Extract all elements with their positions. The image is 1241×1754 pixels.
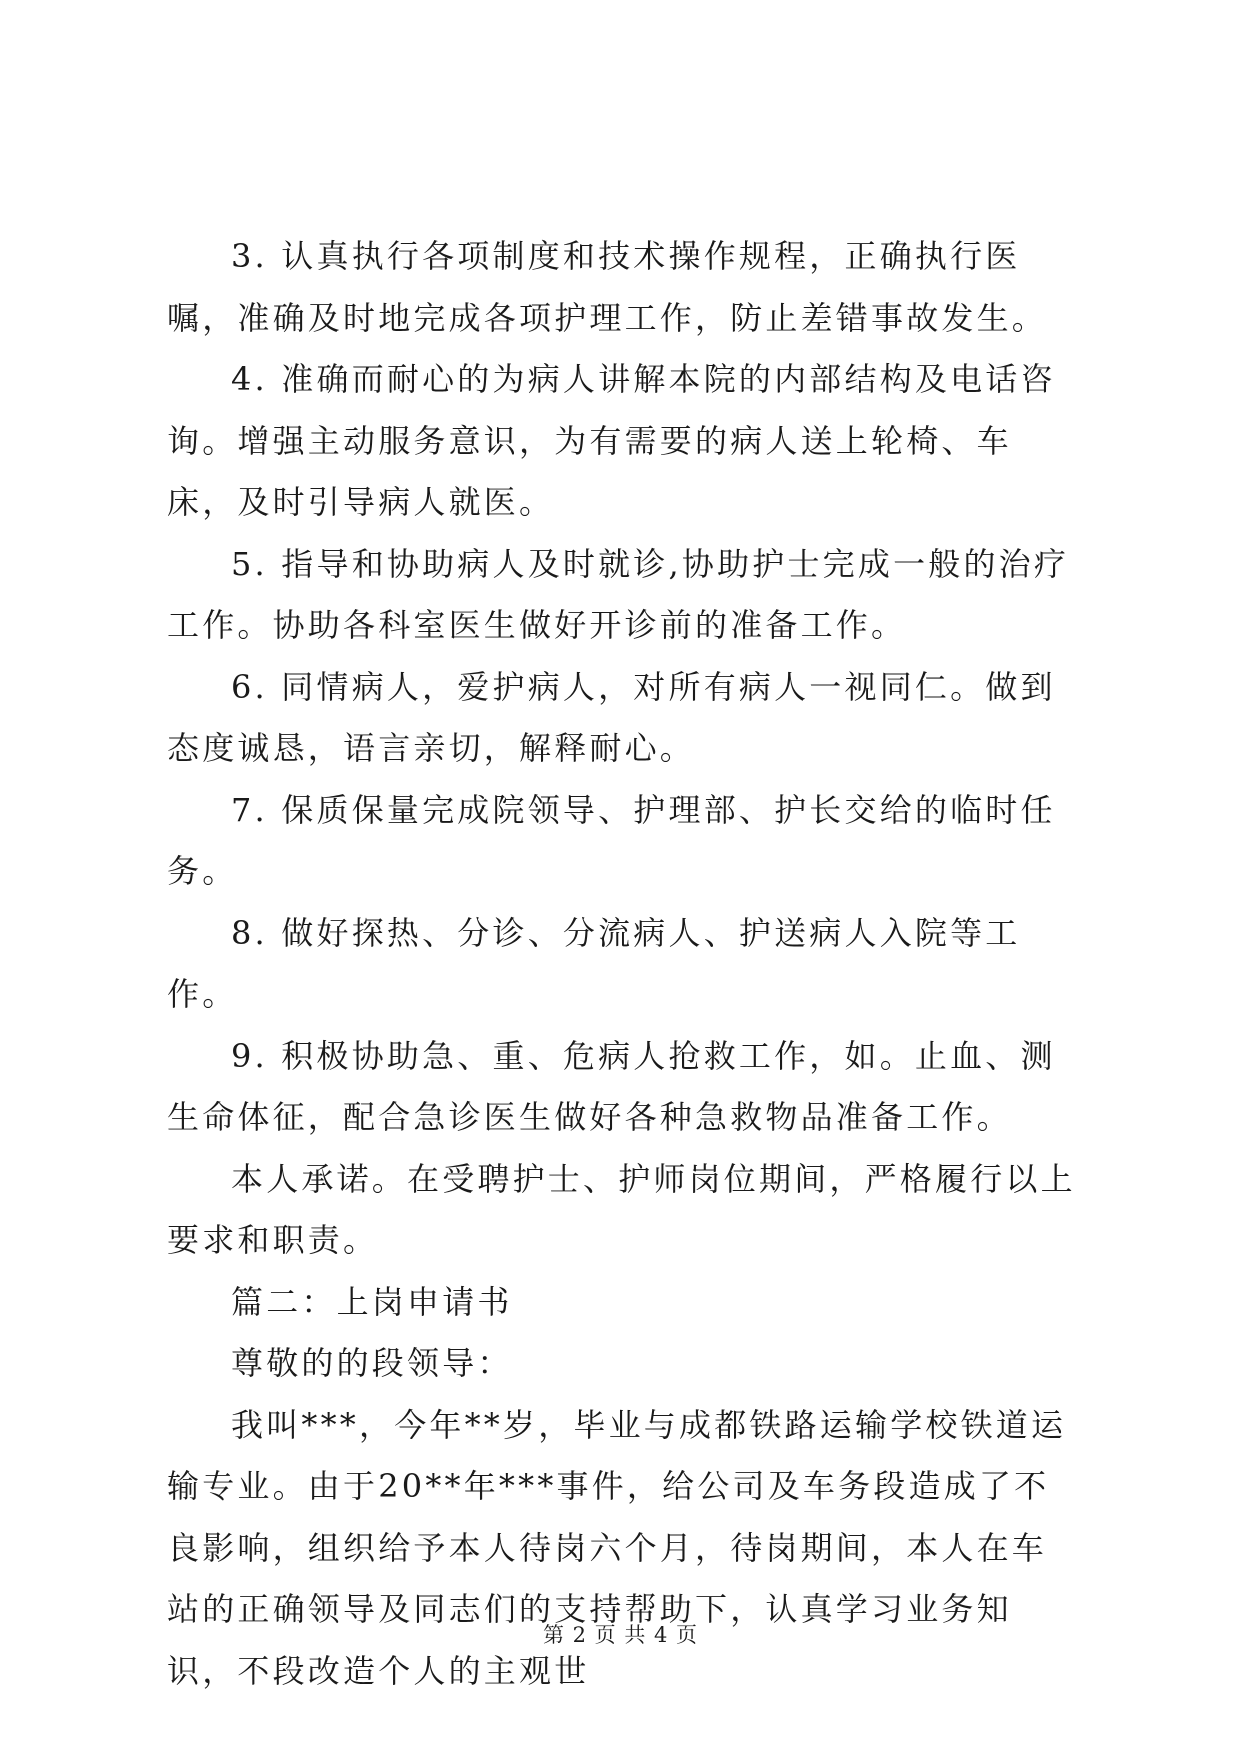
paragraph-item-3: 3. 认真执行各项制度和技术操作规程，正确执行医嘱，准确及时地完成各项护理工作，防止差错事故发生。 bbox=[167, 237, 1048, 337]
salutation: 尊敬的的段领导： bbox=[231, 1344, 513, 1382]
paragraph-commitment: 本人承诺。在受聘护士、护师岗位期间，严格履行以上要求和职责。 bbox=[167, 1159, 1076, 1259]
paragraph-item-6: 6. 同情病人，爱护病人，对所有病人一视同仁。做到态度诚恳，语言亲切，解释耐心。 bbox=[167, 667, 1056, 767]
paragraph-item-7: 7. 保质保量完成院领导、护理部、护长交给的临时任务。 bbox=[167, 790, 1056, 890]
paragraph-item-8: 8. 做好探热、分诊、分流病人、护送病人入院等工作。 bbox=[167, 913, 1021, 1013]
document-body bbox=[167, 226, 1077, 1702]
page-number-footer: 第 2 页 共 4 页 bbox=[542, 1623, 699, 1647]
paragraph-item-9: 9. 积极协助急、重、危病人抢救工作，如。止血、测生命体征，配合急诊医生做好各种急救物品准备工作。 bbox=[167, 1036, 1056, 1136]
paragraph-item-5: 5. 指导和协助病人及时就诊,协助护士完成一般的治疗工作。协助各科室医生做好开诊前的准备工作。 bbox=[167, 544, 1070, 644]
paragraph-item-4: 4. 准确而耐心的为病人讲解本院的内部结构及电话咨询。增强主动服务意识，为有需要的病人送上轮椅、车床，及时引导病人就医。 bbox=[167, 360, 1056, 521]
section-heading: 篇二：上岗申请书 bbox=[231, 1282, 513, 1321]
paragraph-application: 我叫***，今年**岁，毕业与成都铁路运输学校铁道运输专业。由于20**年***事件，给公司及车务段造成了不良影响，组织给予本人待岗六个月，待岗期间，本人在车站的正确领导及同志们的支持帮助下，认真学习业务知识，不段改造个人的主观世 bbox=[167, 1405, 1067, 1690]
